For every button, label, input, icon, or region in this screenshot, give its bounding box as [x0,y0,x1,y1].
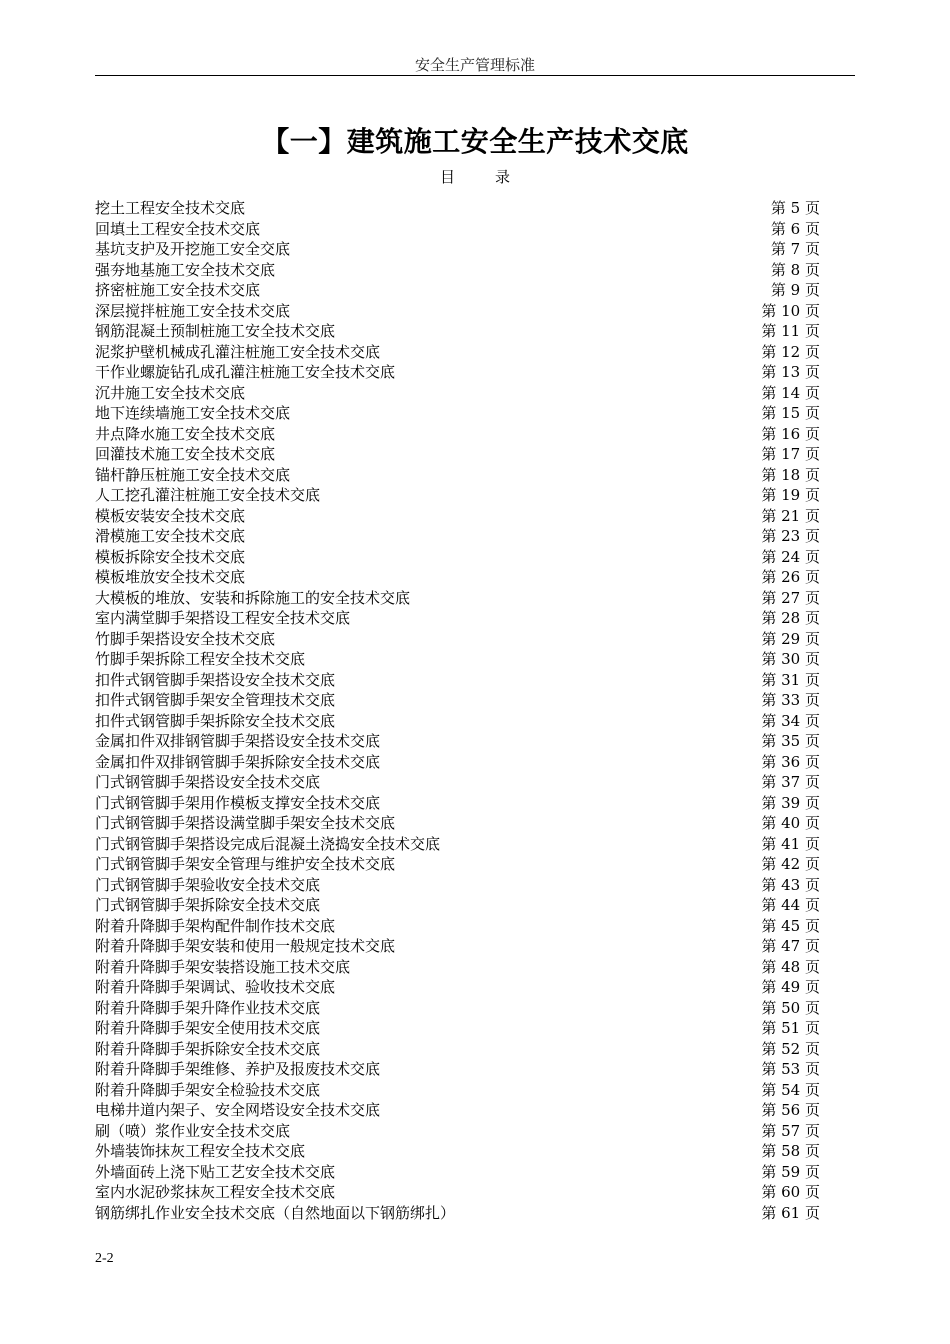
toc-entry-title: 门式钢管脚手架安全管理与维护安全技术交底 [95,855,396,873]
toc-entry-page: 第 8 页 [770,260,820,279]
toc-entry-page: 第 26 页 [761,568,820,586]
toc-entry[interactable] [95,1162,820,1183]
toc-entry[interactable] [95,321,820,342]
toc-entry[interactable] [95,526,820,547]
toc-entry[interactable] [95,567,820,588]
toc-entry-page: 第 37 页 [761,773,820,791]
toc-entry[interactable] [95,362,820,383]
toc-entry-page: 第 49 页 [761,978,820,996]
toc-entry[interactable] [95,957,820,978]
toc-entry[interactable] [95,875,820,896]
toc-entry-title: 电梯井道内架子、安全网塔设安全技术交底 [95,1101,381,1119]
toc-entry-page: 第 52 页 [761,1039,820,1058]
toc-entry-page: 第 33 页 [761,691,820,709]
toc-entry-title: 扣件式钢管脚手架安全管理技术交底 [95,691,336,709]
toc-entry-page: 第 39 页 [761,793,820,812]
toc-entry-title: 附着升降脚手架升降作业技术交底 [95,998,321,1017]
toc-entry-page: 第 19 页 [761,486,820,504]
toc-entry-title: 扣件式钢管脚手架搭设安全技术交底 [95,670,336,689]
header-rule [95,75,855,76]
toc-entry-page: 第 47 页 [761,937,820,955]
toc-entry-title: 外墙装饰抹灰工程安全技术交底 [95,1142,306,1160]
toc-entry-title: 竹脚手架拆除工程安全技术交底 [95,650,306,668]
toc-entry-title: 挤密桩施工安全技术交底 [95,281,261,299]
toc-entry-page: 第 15 页 [761,404,820,422]
toc-entry-title: 刷（喷）浆作业安全技术交底 [95,1121,291,1140]
toc-entry-title: 地下连续墙施工安全技术交底 [95,404,291,422]
toc-entry[interactable] [95,1039,820,1060]
page-header: 安全生产管理标准 [414,56,535,74]
toc-entry-page: 第 54 页 [761,1080,820,1099]
toc-entry[interactable] [95,485,820,506]
toc-entry-page: 第 59 页 [761,1162,820,1181]
toc-entry-page: 第 61 页 [761,1203,820,1222]
toc-entry-title: 泥浆护壁机械成孔灌注桩施工安全技术交底 [95,342,381,361]
toc-entry[interactable] [95,1100,820,1121]
toc-entry-page: 第 12 页 [761,342,820,361]
toc-entry-title: 附着升降脚手架安装搭设施工技术交底 [95,957,351,976]
toc-entry-page: 第 48 页 [761,957,820,976]
toc-entry[interactable] [95,1121,820,1142]
toc-entry-page: 第 5 页 [770,199,820,217]
toc-entry[interactable] [95,465,820,486]
toc-entry-title: 门式钢管脚手架搭设满堂脚手架安全技术交底 [95,814,396,832]
toc-entry-title: 外墙面砖上浇下贴工艺安全技术交底 [95,1162,336,1181]
toc-entry-page: 第 27 页 [761,588,820,607]
toc-entry-title: 模板堆放安全技术交底 [95,568,246,586]
toc-entry-page: 第 9 页 [770,281,820,299]
toc-entry[interactable] [95,588,820,609]
toc-entry[interactable] [95,629,820,650]
toc-entry-page: 第 56 页 [761,1101,820,1119]
toc-entry[interactable] [95,547,820,568]
toc-entry-page: 第 35 页 [761,732,820,750]
table-of-contents [95,198,820,1223]
toc-entry-page: 第 51 页 [761,1019,820,1037]
toc-entry[interactable] [95,711,820,732]
toc-entry-page: 第 45 页 [761,916,820,935]
toc-entry-title: 附着升降脚手架安装和使用一般规定技术交底 [95,937,396,955]
toc-entry[interactable] [95,854,820,875]
toc-entry-title: 金属扣件双排钢管脚手架搭设安全技术交底 [95,732,381,750]
toc-entry-page: 第 60 页 [761,1183,820,1201]
toc-entry[interactable] [95,834,820,855]
toc-entry-page: 第 17 页 [761,445,820,463]
toc-entry-title: 附着升降脚手架安全使用技术交底 [95,1019,321,1037]
toc-entry[interactable] [95,936,820,957]
toc-entry-title: 门式钢管脚手架拆除安全技术交底 [95,896,321,914]
toc-entry-page: 第 7 页 [770,240,820,258]
toc-entry-title: 井点降水施工安全技术交底 [95,424,276,443]
toc-entry-page: 第 40 页 [761,814,820,832]
toc-entry-page: 第 30 页 [761,650,820,668]
toc-entry[interactable] [95,444,820,465]
toc-entry[interactable] [95,690,820,711]
toc-entry[interactable] [95,219,820,240]
toc-entry-title: 挖土工程安全技术交底 [95,199,246,217]
page-number: 2-2 [95,1251,114,1266]
toc-entry-title: 门式钢管脚手架验收安全技术交底 [95,875,321,894]
toc-entry-page: 第 41 页 [761,834,820,853]
toc-entry-title: 强夯地基施工安全技术交底 [95,260,276,279]
toc-entry[interactable] [95,608,820,629]
toc-entry-title: 滑模施工安全技术交底 [95,527,246,545]
toc-entry[interactable] [95,670,820,691]
toc-entry[interactable] [95,1141,820,1162]
toc-entry[interactable] [95,383,820,404]
toc-entry[interactable] [95,198,820,219]
toc-entry-page: 第 28 页 [761,609,820,627]
toc-entry-title: 深层搅拌桩施工安全技术交底 [95,301,291,320]
toc-entry-page: 第 6 页 [770,219,820,238]
toc-entry-title: 钢筋绑扎作业安全技术交底（自然地面以下钢筋绑扎） [95,1203,456,1222]
toc-entry-page: 第 57 页 [761,1121,820,1140]
toc-entry-page: 第 31 页 [761,670,820,689]
toc-entry-title: 回灌技术施工安全技术交底 [95,445,276,463]
toc-entry[interactable] [95,793,820,814]
toc-entry-title: 附着升降脚手架维修、养护及报废技术交底 [95,1060,381,1078]
toc-entry-title: 金属扣件双排钢管脚手架拆除安全技术交底 [95,752,381,771]
toc-entry-page: 第 58 页 [761,1142,820,1160]
toc-entry[interactable] [95,1059,820,1080]
toc-entry-title: 扣件式钢管脚手架拆除安全技术交底 [95,711,336,730]
toc-entry[interactable] [95,239,820,260]
toc-entry[interactable] [95,301,820,322]
toc-entry[interactable] [95,752,820,773]
toc-entry-title: 室内水泥砂浆抹灰工程安全技术交底 [95,1183,336,1201]
toc-entry-title: 模板安装安全技术交底 [95,506,246,525]
toc-heading: 目录 [439,168,550,186]
toc-entry[interactable] [95,916,820,937]
toc-entry-title: 附着升降脚手架安全检验技术交底 [95,1080,321,1099]
toc-entry-title: 竹脚手架搭设安全技术交底 [95,629,276,648]
toc-entry[interactable] [95,731,820,752]
toc-entry-title: 锚杆静压桩施工安全技术交底 [95,465,291,484]
toc-entry-title: 门式钢管脚手架搭设安全技术交底 [95,773,321,791]
toc-entry-page: 第 13 页 [761,363,820,381]
toc-entry[interactable] [95,813,820,834]
toc-entry-page: 第 34 页 [761,711,820,730]
toc-entry-title: 回填土工程安全技术交底 [95,219,261,238]
toc-entry[interactable] [95,895,820,916]
toc-entry-page: 第 53 页 [761,1060,820,1078]
toc-entry-title: 钢筋混凝土预制桩施工安全技术交底 [95,322,336,340]
toc-entry-title: 大模板的堆放、安装和拆除施工的安全技术交底 [95,588,411,607]
toc-entry[interactable] [95,977,820,998]
toc-entry[interactable] [95,1203,820,1224]
toc-entry-title: 门式钢管脚手架搭设完成后混凝土浇捣安全技术交底 [95,834,441,853]
toc-entry-title: 沉井施工安全技术交底 [95,383,246,402]
toc-entry-page: 第 42 页 [761,855,820,873]
toc-entry[interactable] [95,424,820,445]
toc-entry-title: 室内满堂脚手架搭设工程安全技术交底 [95,609,351,627]
toc-entry[interactable] [95,403,820,424]
toc-entry-title: 门式钢管脚手架用作模板支撑安全技术交底 [95,793,381,812]
document-title: 【一】建筑施工安全生产技术交底 [261,125,689,158]
toc-entry-title: 附着升降脚手架拆除安全技术交底 [95,1039,321,1058]
toc-entry-page: 第 44 页 [761,896,820,914]
toc-entry-page: 第 21 页 [761,506,820,525]
toc-entry[interactable] [95,260,820,281]
toc-entry[interactable] [95,1182,820,1203]
toc-entry[interactable] [95,506,820,527]
toc-entry-page: 第 24 页 [761,547,820,566]
toc-entry-page: 第 10 页 [761,301,820,320]
toc-entry[interactable] [95,280,820,301]
toc-entry-title: 基坑支护及开挖施工安全交底 [95,240,291,258]
toc-entry-page: 第 11 页 [761,322,820,340]
toc-entry[interactable] [95,998,820,1019]
toc-entry-page: 第 50 页 [761,998,820,1017]
toc-entry-page: 第 43 页 [761,875,820,894]
toc-entry-page: 第 29 页 [761,629,820,648]
toc-entry[interactable] [95,1018,820,1039]
toc-entry-page: 第 14 页 [761,383,820,402]
toc-entry-page: 第 36 页 [761,752,820,771]
toc-entry-page: 第 16 页 [761,424,820,443]
toc-entry-page: 第 23 页 [761,527,820,545]
toc-entry[interactable] [95,649,820,670]
toc-entry-title: 干作业螺旋钻孔成孔灌注桩施工安全技术交底 [95,363,396,381]
toc-entry-title: 模板拆除安全技术交底 [95,547,246,566]
toc-entry[interactable] [95,342,820,363]
toc-entry[interactable] [95,1080,820,1101]
toc-entry-title: 附着升降脚手架构配件制作技术交底 [95,916,336,935]
toc-entry-title: 人工挖孔灌注桩施工安全技术交底 [95,486,321,504]
toc-entry-page: 第 18 页 [761,465,820,484]
toc-entry[interactable] [95,772,820,793]
toc-entry-title: 附着升降脚手架调试、验收技术交底 [95,978,336,996]
